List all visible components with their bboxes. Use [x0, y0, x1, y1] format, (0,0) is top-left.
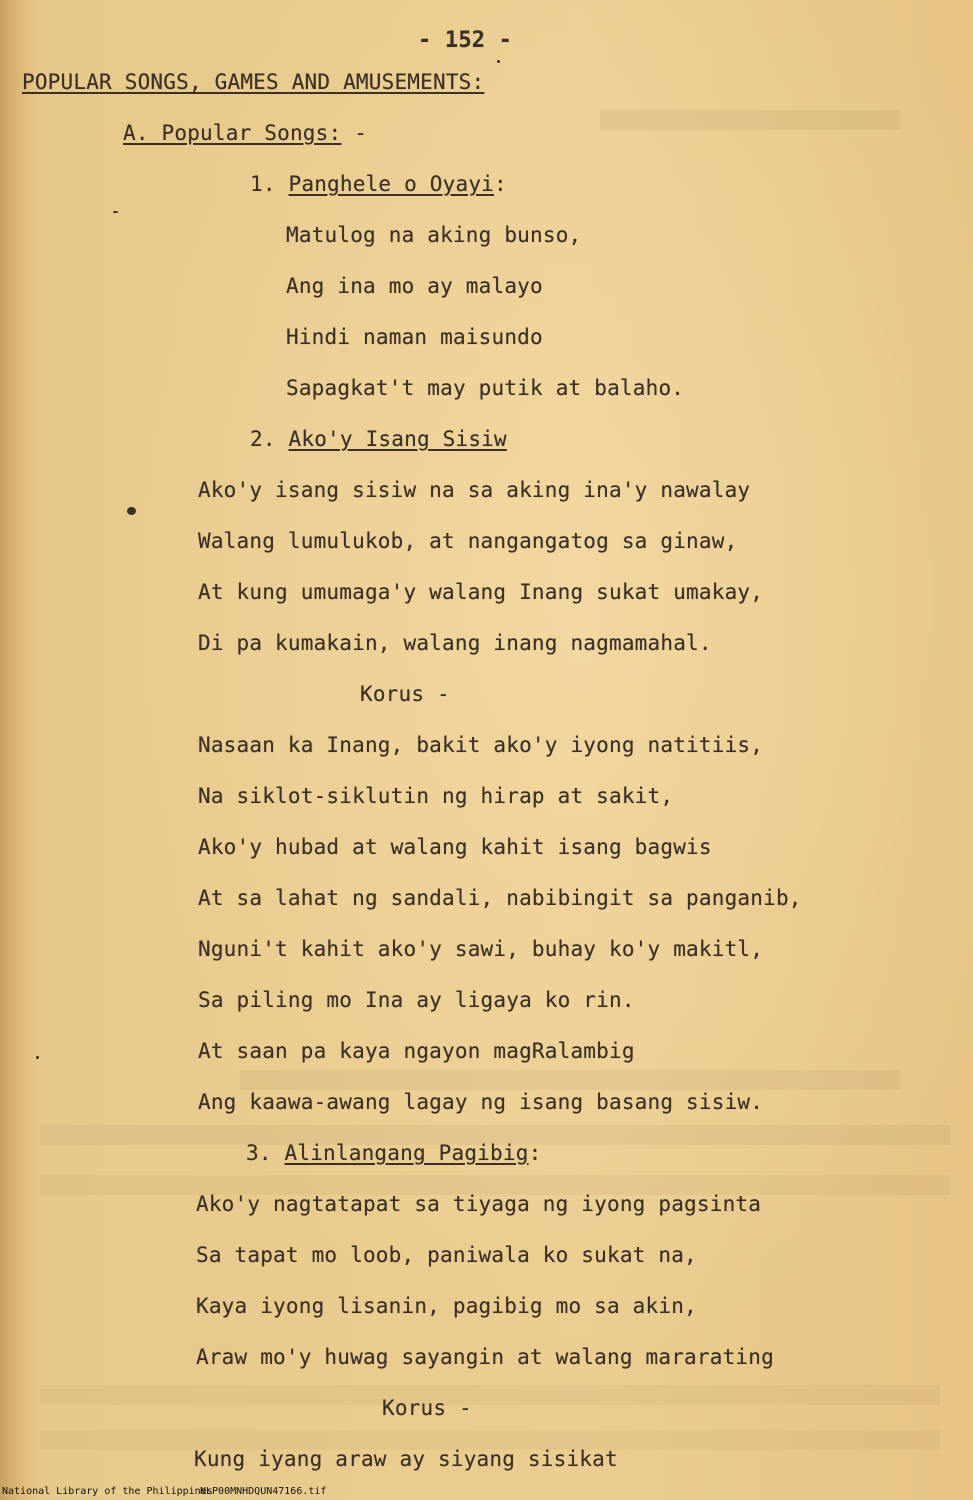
- song-1-line: Hindi naman maisundo: [286, 325, 543, 349]
- song-2-verse-line: Ako'y isang sisiw na sa aking ina'y nawalay: [198, 478, 751, 502]
- section-a-heading: [123, 120, 367, 146]
- song-2-chorus-line: At saan pa kaya ngayon magRalambig: [198, 1039, 635, 1063]
- song-3-title: Alinlangang Pagibig: [284, 1141, 529, 1165]
- song-1-colon: :: [494, 172, 507, 196]
- ink-speck: [36, 1056, 39, 1059]
- song-1-line: Ang ina mo ay malayo: [286, 274, 543, 298]
- song-2-heading: [250, 426, 507, 452]
- song-3-verse-line: Ako'y nagtatapat sa tiyaga ng iyong pagsinta: [196, 1192, 762, 1216]
- song-3-chorus-line: Kung iyang araw ay siyang sisikat: [194, 1447, 618, 1471]
- song-3-verse-line: Sa tapat mo loob, paniwala ko sukat na,: [196, 1243, 697, 1267]
- song-2-chorus-line: Ang kaawa-awang lagay ng isang basang sisiw.: [198, 1090, 764, 1114]
- song-2-chorus-line: At sa lahat ng sandali, nabibingit sa panganib,: [198, 886, 802, 910]
- song-2-title: Ako'y Isang Sisiw: [288, 427, 507, 451]
- song-1-line: Matulog na aking bunso,: [286, 223, 582, 247]
- song-3-colon: :: [528, 1141, 542, 1165]
- song-2-verse-line: Walang lumulukob, at nangangatog sa ginaw,: [198, 529, 738, 553]
- song-3-verse-line: Kaya iyong lisanin, pagibig mo sa akin,: [196, 1294, 697, 1318]
- song-2-chorus-line: Ako'y hubad at walang kahit isang bagwis: [198, 835, 712, 859]
- song-2-chorus-line: Na siklot-siklutin ng hirap at sakit,: [198, 784, 674, 808]
- ink-speck: [113, 211, 118, 213]
- bleed-through-mark: [240, 1070, 900, 1090]
- song-1-number: 1.: [250, 172, 276, 196]
- bleed-through-mark: [600, 110, 900, 130]
- song-1-title: Panghele o Oyayi: [288, 172, 495, 196]
- song-2-chorus-line: Nguni't kahit ako'y sawi, buhay ko'y makitl,: [198, 937, 764, 961]
- section-a-label: A. Popular Songs:: [123, 121, 342, 145]
- footer-filename: NLP00MNHDQUN47166.tif: [200, 1486, 327, 1497]
- song-2-number: 2.: [250, 427, 276, 451]
- song-2-chorus-label: Korus -: [360, 682, 450, 706]
- song-1-heading: [250, 171, 507, 197]
- song-3-chorus-label: Korus -: [382, 1396, 472, 1420]
- song-3-verse-line: Araw mo'y huwag sayangin at walang mararating: [196, 1345, 774, 1369]
- song-2-verse-line: Di pa kumakain, walang inang nagmamahal.: [198, 631, 712, 655]
- song-2-chorus-line: Nasaan ka Inang, bakit ako'y iyong natitiis,: [198, 733, 764, 757]
- bleed-through-mark: [40, 1385, 940, 1405]
- song-3-heading: [246, 1140, 541, 1166]
- page-number: - 152 -: [418, 28, 513, 53]
- footer-library: National Library of the Philippines: [2, 1486, 213, 1497]
- section-a-dash: -: [354, 121, 368, 145]
- song-1-line: Sapagkat't may putik at balaho.: [286, 376, 685, 400]
- song-2-chorus-line: Sa piling mo Ina ay ligaya ko rin.: [198, 988, 635, 1012]
- ink-speck: [127, 507, 136, 515]
- ink-speck: [497, 60, 500, 63]
- song-2-verse-line: At kung umumaga'y walang Inang sukat umakay,: [198, 580, 764, 604]
- main-heading: POPULAR SONGS, GAMES AND AMUSEMENTS:: [22, 70, 485, 94]
- song-3-number: 3.: [246, 1141, 272, 1165]
